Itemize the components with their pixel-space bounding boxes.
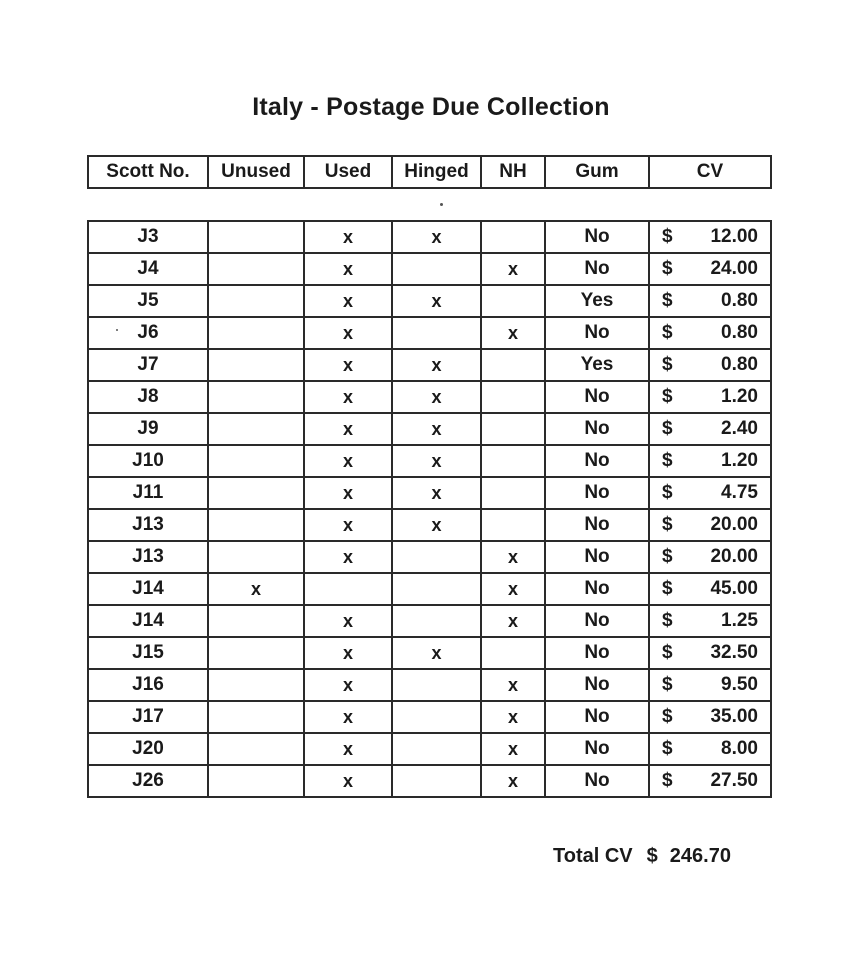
cell-cv (649, 317, 771, 349)
cv-currency: $ (662, 418, 673, 439)
cell-cv (649, 733, 771, 765)
total-cv-label: Total CV (553, 845, 633, 867)
cell-hinged (392, 765, 481, 797)
cell-hinged: x (392, 221, 481, 253)
cell-gum: No (545, 541, 649, 573)
cell-unused (208, 541, 304, 573)
table-row (88, 669, 771, 701)
cell-nh: x (481, 317, 545, 349)
header-row (88, 156, 771, 188)
cv-amount: 4.75 (721, 482, 758, 503)
cell-unused (208, 413, 304, 445)
cell-unused (208, 349, 304, 381)
cv-currency: $ (662, 738, 673, 759)
cv-currency: $ (662, 482, 673, 503)
cell-gum: Yes (545, 349, 649, 381)
cv-currency: $ (662, 258, 673, 279)
cell-cv (649, 669, 771, 701)
table-row (88, 349, 771, 381)
cell-gum: No (545, 413, 649, 445)
cv-amount: 2.40 (721, 418, 758, 439)
cv-currency: $ (662, 450, 673, 471)
cv-currency: $ (662, 770, 673, 791)
cell-scott: J3 (88, 221, 208, 253)
cell-hinged (392, 541, 481, 573)
cell-hinged (392, 669, 481, 701)
table-row (88, 477, 771, 509)
cv-currency: $ (662, 290, 673, 311)
cell-used: x (304, 413, 392, 445)
table-row (88, 573, 771, 605)
cell-unused (208, 381, 304, 413)
table-row (88, 605, 771, 637)
cv-currency: $ (662, 674, 673, 695)
cell-hinged: x (392, 477, 481, 509)
cell-nh: x (481, 669, 545, 701)
cell-scott: J16 (88, 669, 208, 701)
cell-used: x (304, 445, 392, 477)
cell-cv (649, 285, 771, 317)
cell-scott: J5 (88, 285, 208, 317)
cell-gum: No (545, 765, 649, 797)
cell-nh (481, 637, 545, 669)
header-cv: CV (649, 156, 771, 188)
cv-amount: 9.50 (721, 674, 758, 695)
cell-hinged: x (392, 381, 481, 413)
cell-scott: J26 (88, 765, 208, 797)
cell-used: x (304, 605, 392, 637)
table-row (88, 253, 771, 285)
cv-currency: $ (662, 322, 673, 343)
cell-hinged: x (392, 285, 481, 317)
cell-hinged (392, 253, 481, 285)
cell-unused: x (208, 573, 304, 605)
table-row (88, 733, 771, 765)
paper-speck (440, 203, 443, 206)
cell-cv (649, 477, 771, 509)
cv-amount: 35.00 (710, 706, 758, 727)
cell-scott: J4 (88, 253, 208, 285)
cell-gum: No (545, 637, 649, 669)
cell-used: x (304, 317, 392, 349)
cell-unused (208, 605, 304, 637)
cell-scott: J14 (88, 605, 208, 637)
cell-hinged (392, 733, 481, 765)
cell-gum: No (545, 445, 649, 477)
cell-unused (208, 765, 304, 797)
cell-unused (208, 317, 304, 349)
cell-cv (649, 541, 771, 573)
cell-gum: No (545, 733, 649, 765)
cv-amount: 45.00 (710, 578, 758, 599)
cell-nh: x (481, 765, 545, 797)
cell-scott: J9 (88, 413, 208, 445)
cell-unused (208, 733, 304, 765)
cv-currency: $ (662, 642, 673, 663)
cell-nh (481, 413, 545, 445)
cell-nh (481, 381, 545, 413)
cell-scott: J20 (88, 733, 208, 765)
header-scott-no: Scott No. (88, 156, 208, 188)
cell-cv (649, 605, 771, 637)
cell-unused (208, 253, 304, 285)
total-cv-currency: $ (646, 845, 658, 867)
cell-scott: J13 (88, 541, 208, 573)
table-row (88, 285, 771, 317)
cv-amount: 12.00 (710, 226, 758, 247)
cell-unused (208, 701, 304, 733)
cell-cv (649, 221, 771, 253)
table-row (88, 701, 771, 733)
cell-nh (481, 285, 545, 317)
cell-nh: x (481, 253, 545, 285)
cell-gum: No (545, 669, 649, 701)
cell-used: x (304, 477, 392, 509)
cell-nh: x (481, 541, 545, 573)
table-row (88, 317, 771, 349)
cell-cv (649, 701, 771, 733)
table-row (88, 541, 771, 573)
cell-gum: No (545, 605, 649, 637)
cv-currency: $ (662, 610, 673, 631)
cv-currency: $ (662, 514, 673, 535)
cell-hinged (392, 701, 481, 733)
cell-gum: No (545, 381, 649, 413)
cell-hinged: x (392, 637, 481, 669)
cv-amount: 1.20 (721, 386, 758, 407)
cell-unused (208, 221, 304, 253)
cell-used: x (304, 253, 392, 285)
cell-scott: J6 (88, 317, 208, 349)
cell-scott: J15 (88, 637, 208, 669)
table-row (88, 381, 771, 413)
cell-used: x (304, 509, 392, 541)
table-row (88, 221, 771, 253)
cell-cv (649, 765, 771, 797)
cell-gum: No (545, 253, 649, 285)
cell-used: x (304, 733, 392, 765)
cell-used: x (304, 381, 392, 413)
cell-cv (649, 253, 771, 285)
cell-scott: J13 (88, 509, 208, 541)
cv-currency: $ (662, 386, 673, 407)
cv-amount: 1.25 (721, 610, 758, 631)
cell-unused (208, 445, 304, 477)
cell-scott: J11 (88, 477, 208, 509)
table-row (88, 637, 771, 669)
cell-used: x (304, 285, 392, 317)
cell-scott: J17 (88, 701, 208, 733)
cell-unused (208, 285, 304, 317)
cell-cv (649, 637, 771, 669)
cell-cv (649, 445, 771, 477)
cell-gum: No (545, 509, 649, 541)
header-gum: Gum (545, 156, 649, 188)
cell-used: x (304, 221, 392, 253)
cv-amount: 0.80 (721, 354, 758, 375)
cell-nh: x (481, 701, 545, 733)
cell-used: x (304, 765, 392, 797)
cv-amount: 20.00 (710, 514, 758, 535)
cell-nh (481, 221, 545, 253)
header-nh: NH (481, 156, 545, 188)
cell-gum: Yes (545, 285, 649, 317)
table-row (88, 445, 771, 477)
table-row (88, 509, 771, 541)
cell-scott: J10 (88, 445, 208, 477)
cv-amount: 1.20 (721, 450, 758, 471)
cell-used: x (304, 637, 392, 669)
paper-speck (116, 329, 118, 331)
cell-cv (649, 509, 771, 541)
cell-hinged: x (392, 413, 481, 445)
cell-used: x (304, 669, 392, 701)
cell-used: x (304, 541, 392, 573)
cell-used: x (304, 701, 392, 733)
cell-unused (208, 509, 304, 541)
cv-amount: 24.00 (710, 258, 758, 279)
cell-hinged: x (392, 445, 481, 477)
cv-amount: 0.80 (721, 322, 758, 343)
cell-cv (649, 413, 771, 445)
cell-hinged (392, 605, 481, 637)
cell-hinged (392, 317, 481, 349)
cell-nh (481, 509, 545, 541)
cell-gum: No (545, 221, 649, 253)
cell-scott: J8 (88, 381, 208, 413)
cell-scott: J7 (88, 349, 208, 381)
cell-gum: No (545, 477, 649, 509)
cell-scott: J14 (88, 573, 208, 605)
cv-currency: $ (662, 578, 673, 599)
cell-hinged (392, 573, 481, 605)
cell-unused (208, 477, 304, 509)
header-used: Used (304, 156, 392, 188)
page-title: Italy - Postage Due Collection (252, 93, 610, 121)
cell-gum: No (545, 573, 649, 605)
cell-nh (481, 445, 545, 477)
column-header-table (87, 155, 772, 189)
cell-hinged: x (392, 349, 481, 381)
cv-currency: $ (662, 226, 673, 247)
cell-gum: No (545, 317, 649, 349)
cell-nh: x (481, 573, 545, 605)
cv-amount: 32.50 (710, 642, 758, 663)
table-row (88, 765, 771, 797)
cv-amount: 8.00 (721, 738, 758, 759)
cell-cv (649, 573, 771, 605)
cell-nh (481, 349, 545, 381)
total-cv-value: 246.70 (669, 845, 731, 867)
cell-cv (649, 349, 771, 381)
cell-used: x (304, 349, 392, 381)
cv-currency: $ (662, 354, 673, 375)
cell-unused (208, 669, 304, 701)
cv-currency: $ (662, 706, 673, 727)
collection-table (87, 220, 772, 798)
cell-hinged: x (392, 509, 481, 541)
header-hinged: Hinged (392, 156, 481, 188)
cv-currency: $ (662, 546, 673, 567)
cell-nh (481, 477, 545, 509)
cell-nh: x (481, 733, 545, 765)
cell-cv (649, 381, 771, 413)
cell-gum: No (545, 701, 649, 733)
cv-amount: 0.80 (721, 290, 758, 311)
cell-nh: x (481, 605, 545, 637)
table-row (88, 413, 771, 445)
cv-amount: 27.50 (710, 770, 758, 791)
header-unused: Unused (208, 156, 304, 188)
cell-used (304, 573, 392, 605)
total-cv (553, 845, 731, 868)
cv-amount: 20.00 (710, 546, 758, 567)
cell-unused (208, 637, 304, 669)
